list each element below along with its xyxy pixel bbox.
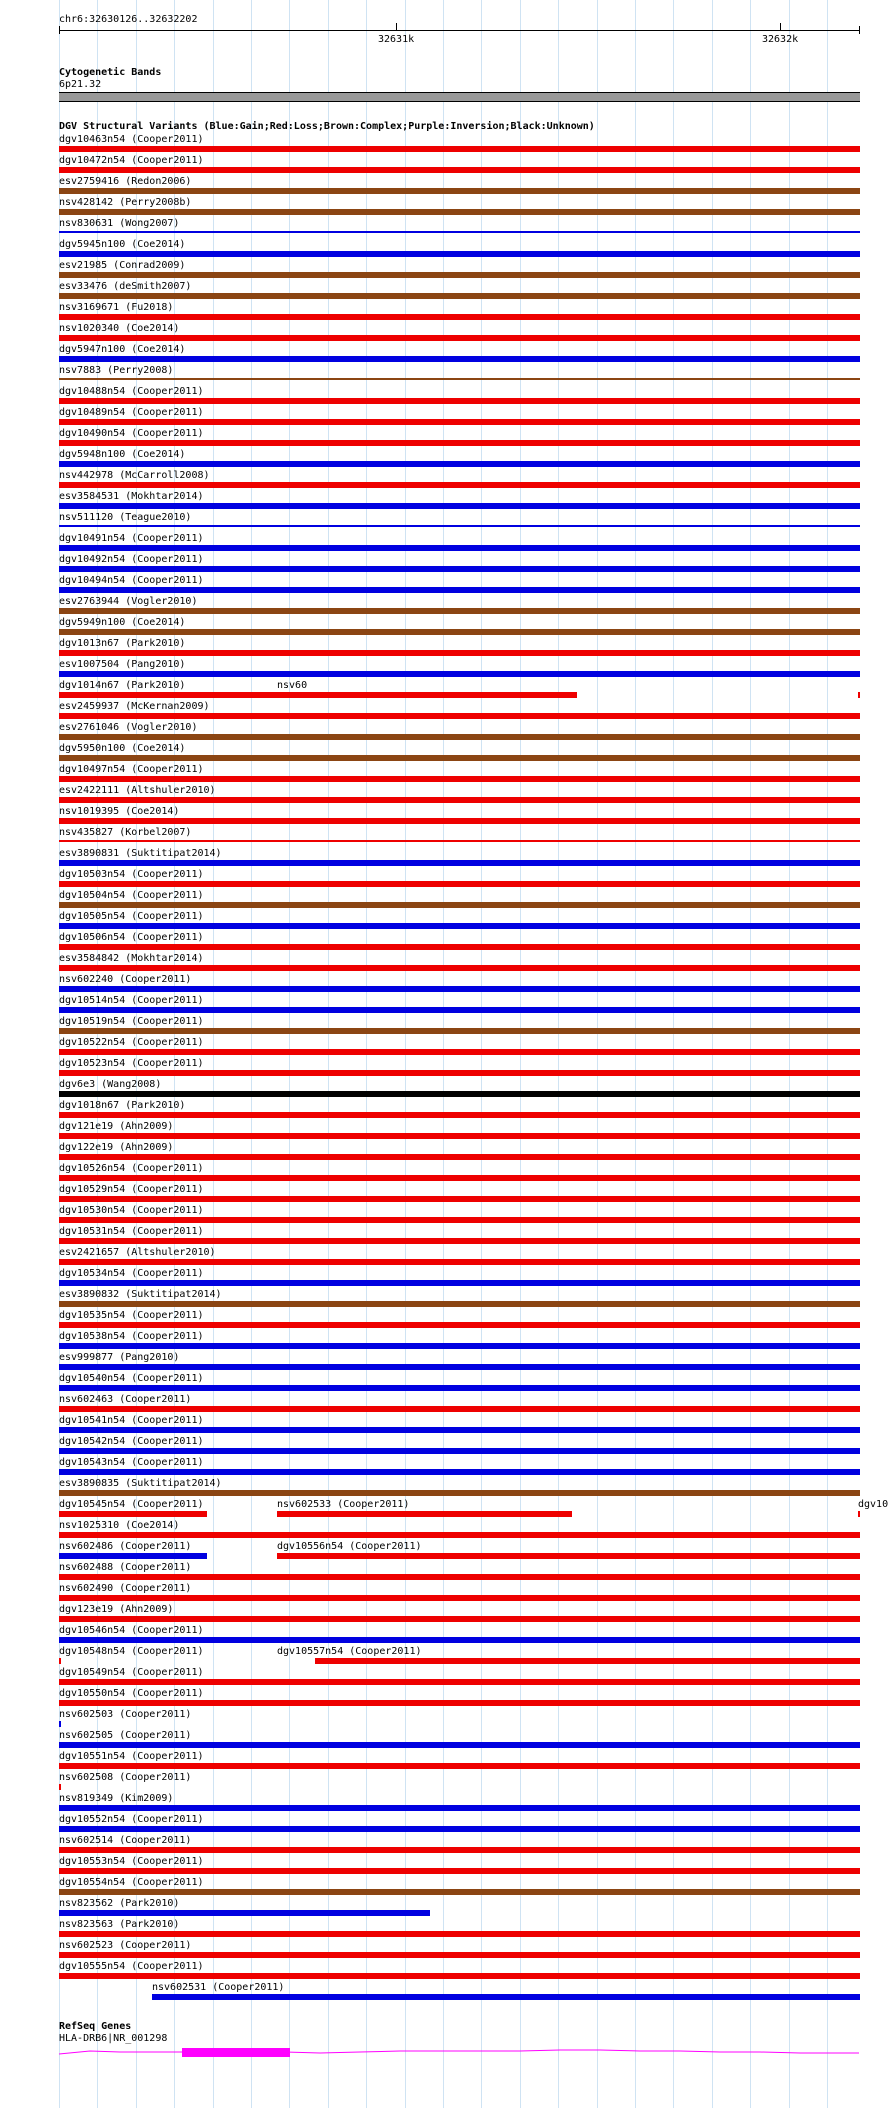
- dgv-variant-bar-loss[interactable]: [59, 965, 860, 971]
- dgv-variant-bar-gain[interactable]: [59, 525, 860, 527]
- dgv-feature-label[interactable]: dgv10488n54 (Cooper2011): [59, 386, 204, 397]
- dgv-feature-label[interactable]: dgv123e19 (Ahn2009): [59, 1604, 174, 1615]
- dgv-variant-bar-loss[interactable]: [59, 146, 860, 152]
- dgv-feature-label[interactable]: dgv10538n54 (Cooper2011): [59, 1331, 204, 1342]
- dgv-feature-label[interactable]: esv999877 (Pang2010): [59, 1352, 180, 1363]
- dgv-variant-bar-loss[interactable]: [59, 1133, 860, 1139]
- dgv-feature-label[interactable]: dgv10534n54 (Cooper2011): [59, 1268, 204, 1279]
- dgv-feature-label[interactable]: nsv3169671 (Fu2018): [59, 302, 174, 313]
- dgv-track-title: DGV Structural Variants (Blue:Gain;Red:Loss;Brown:Complex;Purple:Inversion;Black:Unknown): [59, 121, 595, 132]
- dgv-variant-bar-loss[interactable]: [59, 1952, 860, 1958]
- dgv-feature-label[interactable]: dgv10554n54 (Cooper2011): [59, 1877, 204, 1888]
- dgv-variant-bar-gain[interactable]: [59, 566, 860, 572]
- dgv-feature-label[interactable]: nsv602240 (Cooper2011): [59, 974, 192, 985]
- dgv-feature-label[interactable]: nsv511120 (Teague2010): [59, 512, 192, 523]
- dgv-feature-label[interactable]: nsv830631 (Wong2007): [59, 218, 180, 229]
- dgv-variant-bar-loss[interactable]: [59, 1847, 860, 1853]
- tick-label-32632k: 32632k: [762, 34, 799, 45]
- dgv-variant-bar-loss[interactable]: [59, 1217, 860, 1223]
- dgv-variant-bar-complex[interactable]: [59, 188, 860, 194]
- dgv-feature-label[interactable]: nsv602490 (Cooper2011): [59, 1583, 192, 1594]
- dgv-feature-label[interactable]: dgv10530n54 (Cooper2011): [59, 1205, 204, 1216]
- dgv-feature-label[interactable]: esv33476 (deSmith2007): [59, 281, 192, 292]
- dgv-feature-label[interactable]: nsv7883 (Perry2008): [59, 365, 174, 376]
- dgv-feature-label[interactable]: dgv1013n67 (Park2010): [59, 638, 186, 649]
- dgv-variant-bar-gain[interactable]: [152, 1994, 860, 2000]
- dgv-variant-bar-loss[interactable]: [59, 1259, 860, 1265]
- dgv-feature-label[interactable]: dgv10503n54 (Cooper2011): [59, 869, 204, 880]
- dgv-variant-bar-loss[interactable]: [59, 713, 860, 719]
- ruler-right-tick: [859, 26, 860, 34]
- dgv-feature-label[interactable]: esv2459937 (McKernan2009): [59, 701, 210, 712]
- dgv-feature-label[interactable]: dgv10557n54 (Cooper2011): [277, 1646, 422, 1657]
- dgv-variant-bar-loss[interactable]: [59, 881, 860, 887]
- dgv-feature-label[interactable]: dgv5950n100 (Coe2014): [59, 743, 186, 754]
- dgv-variant-bar-loss[interactable]: [59, 1784, 61, 1790]
- dgv-variant-bar-gain[interactable]: [59, 1385, 860, 1391]
- cytoband-label: 6p21.32: [59, 79, 102, 90]
- dgv-feature-label[interactable]: esv21985 (Conrad2009): [59, 260, 186, 271]
- dgv-variant-bar-loss[interactable]: [59, 335, 860, 341]
- dgv-feature-label[interactable]: dgv122e19 (Ahn2009): [59, 1142, 174, 1153]
- dgv-feature-label[interactable]: esv3890832 (Suktitipat2014): [59, 1289, 222, 1300]
- dgv-variant-bar-gain[interactable]: [59, 1469, 860, 1475]
- dgv-variant-bar-gain[interactable]: [59, 545, 860, 551]
- dgv-feature-label[interactable]: nsv602523 (Cooper2011): [59, 1940, 192, 1951]
- dgv-feature-label[interactable]: dgv10535n54 (Cooper2011): [59, 1310, 204, 1321]
- dgv-feature-label[interactable]: nsv602531 (Cooper2011): [152, 1982, 285, 1993]
- dgv-feature-label[interactable]: esv2421657 (Altshuler2010): [59, 1247, 216, 1258]
- dgv-feature-label[interactable]: nsv819349 (Kim2009): [59, 1793, 174, 1804]
- dgv-feature-label[interactable]: dgv6e3 (Wang2008): [59, 1079, 162, 1090]
- dgv-variant-bar-loss[interactable]: [59, 1931, 860, 1937]
- dgv-variant-bar-loss[interactable]: [59, 314, 860, 320]
- dgv-feature-label[interactable]: dgv10529n54 (Cooper2011): [59, 1184, 204, 1195]
- dgv-feature-label[interactable]: esv2422111 (Altshuler2010): [59, 785, 216, 796]
- dgv-variant-bar-loss[interactable]: [59, 1595, 860, 1601]
- gene-intron-line: [59, 2050, 859, 2054]
- dgv-variant-bar-loss[interactable]: [858, 692, 860, 698]
- dgv-variant-bar-loss[interactable]: [858, 1511, 860, 1517]
- dgv-variant-bar-gain[interactable]: [59, 1826, 860, 1832]
- dgv-feature-label[interactable]: nsv442978 (McCarroll2008): [59, 470, 210, 481]
- dgv-variant-bar-complex[interactable]: [59, 1028, 860, 1034]
- dgv-feature-label[interactable]: esv3890835 (Suktitipat2014): [59, 1478, 222, 1489]
- dgv-variant-bar-gain[interactable]: [59, 1553, 207, 1559]
- dgv-variant-bar-loss[interactable]: [59, 650, 860, 656]
- dgv-variant-bar-loss[interactable]: [59, 419, 860, 425]
- dgv-feature-label[interactable]: dgv10543n54 (Cooper2011): [59, 1457, 204, 1468]
- dgv-variant-bar-loss[interactable]: [59, 1679, 860, 1685]
- dgv-variant-bar-loss[interactable]: [59, 1322, 860, 1328]
- dgv-feature-label[interactable]: nsv1019395 (Coe2014): [59, 806, 180, 817]
- dgv-variant-bar-gain[interactable]: [59, 1280, 860, 1286]
- ruler-axis: [59, 30, 860, 31]
- ruler-major-tick: [396, 23, 397, 31]
- dgv-variant-bar-gain[interactable]: [59, 1637, 860, 1643]
- dgv-variant-bar-loss[interactable]: [277, 1553, 860, 1559]
- dgv-feature-label[interactable]: dgv10545n54 (Cooper2011): [59, 1499, 204, 1510]
- dgv-feature-label[interactable]: dgv5947n100 (Coe2014): [59, 344, 186, 355]
- dgv-feature-label[interactable]: dgv10523n54 (Cooper2011): [59, 1058, 204, 1069]
- dgv-feature-label[interactable]: dgv10505n54 (Cooper2011): [59, 911, 204, 922]
- dgv-feature-label[interactable]: dgv10519n54 (Cooper2011): [59, 1016, 204, 1027]
- dgv-variant-bar-loss[interactable]: [59, 1238, 860, 1244]
- dgv-variant-bar-gain[interactable]: [59, 461, 860, 467]
- dgv-feature-label[interactable]: dgv1014n67 (Park2010): [59, 680, 186, 691]
- dgv-feature-label[interactable]: dgv10: [858, 1499, 889, 1510]
- gene-exon: [182, 2048, 290, 2057]
- dgv-variant-bar-loss[interactable]: [59, 482, 860, 488]
- cytoband-bar[interactable]: [59, 92, 860, 102]
- refseq-gene-label[interactable]: HLA-DRB6|NR_001298: [59, 2033, 168, 2044]
- dgv-variant-bar-loss[interactable]: [59, 692, 577, 698]
- dgv-variant-bar-loss[interactable]: [59, 776, 860, 782]
- dgv-feature-label[interactable]: dgv10555n54 (Cooper2011): [59, 1961, 204, 1972]
- dgv-variant-bar-gain[interactable]: [59, 231, 860, 233]
- dgv-variant-bar-loss[interactable]: [59, 1196, 860, 1202]
- dgv-feature-label[interactable]: dgv10553n54 (Cooper2011): [59, 1856, 204, 1867]
- dgv-variant-bar-gain[interactable]: [59, 1721, 61, 1727]
- dgv-feature-label[interactable]: esv1007504 (Pang2010): [59, 659, 186, 670]
- dgv-feature-label[interactable]: nsv602463 (Cooper2011): [59, 1394, 192, 1405]
- dgv-feature-label[interactable]: nsv602508 (Cooper2011): [59, 1772, 192, 1783]
- dgv-feature-label[interactable]: dgv10552n54 (Cooper2011): [59, 1814, 204, 1825]
- dgv-feature-label[interactable]: dgv10514n54 (Cooper2011): [59, 995, 204, 1006]
- dgv-variant-bar-loss[interactable]: [59, 440, 860, 446]
- dgv-variant-bar-gain[interactable]: [59, 1805, 860, 1811]
- dgv-feature-label[interactable]: dgv10492n54 (Cooper2011): [59, 554, 204, 565]
- dgv-variant-bar-complex[interactable]: [59, 378, 860, 380]
- dgv-variant-bar-complex[interactable]: [59, 608, 860, 614]
- dgv-variant-bar-complex[interactable]: [59, 209, 860, 215]
- dgv-variant-bar-loss[interactable]: [59, 1406, 860, 1412]
- dgv-feature-label[interactable]: dgv10489n54 (Cooper2011): [59, 407, 204, 418]
- dgv-variant-bar-loss[interactable]: [59, 1763, 860, 1769]
- dgv-variant-bar-loss[interactable]: [59, 1175, 860, 1181]
- dgv-feature-label[interactable]: esv3890831 (Suktitipat2014): [59, 848, 222, 859]
- ruler-major-tick: [780, 23, 781, 31]
- dgv-feature-label[interactable]: nsv823563 (Park2010): [59, 1919, 180, 1930]
- dgv-variant-bar-complex[interactable]: [59, 902, 860, 908]
- dgv-variant-bar-loss[interactable]: [59, 1700, 860, 1706]
- dgv-feature-label[interactable]: nsv602514 (Cooper2011): [59, 1835, 192, 1846]
- dgv-variant-bar-complex[interactable]: [59, 293, 860, 299]
- dgv-feature-label[interactable]: nsv1025310 (Coe2014): [59, 1520, 180, 1531]
- dgv-variant-bar-loss[interactable]: [59, 398, 860, 404]
- dgv-feature-label[interactable]: dgv10550n54 (Cooper2011): [59, 1688, 204, 1699]
- dgv-feature-label[interactable]: dgv10497n54 (Cooper2011): [59, 764, 204, 775]
- dgv-variant-bar-gain[interactable]: [59, 1427, 860, 1433]
- dgv-feature-label[interactable]: dgv10548n54 (Cooper2011): [59, 1646, 204, 1657]
- dgv-variant-bar-loss[interactable]: [59, 1658, 61, 1664]
- dgv-variant-bar-complex[interactable]: [59, 1301, 860, 1307]
- dgv-variant-bar-gain[interactable]: [59, 671, 860, 677]
- dgv-variant-bar-gain[interactable]: [59, 1007, 860, 1013]
- dgv-variant-bar-loss[interactable]: [59, 1049, 860, 1055]
- dgv-feature-label[interactable]: nsv60: [277, 680, 308, 691]
- refseq-gene-model[interactable]: [0, 2040, 890, 2070]
- dgv-variant-bar-gain[interactable]: [59, 1742, 860, 1748]
- dgv-variant-bar-complex[interactable]: [59, 734, 860, 740]
- dgv-feature-label[interactable]: dgv10491n54 (Cooper2011): [59, 533, 204, 544]
- dgv-feature-label[interactable]: nsv602533 (Cooper2011): [277, 1499, 410, 1510]
- dgv-feature-label[interactable]: dgv5945n100 (Coe2014): [59, 239, 186, 250]
- dgv-feature-label[interactable]: dgv10472n54 (Cooper2011): [59, 155, 204, 166]
- dgv-feature-label[interactable]: dgv5948n100 (Coe2014): [59, 449, 186, 460]
- dgv-variant-bar-gain[interactable]: [59, 1343, 860, 1349]
- dgv-variant-bar-loss[interactable]: [59, 944, 860, 950]
- dgv-variant-bar-loss[interactable]: [59, 818, 860, 824]
- dgv-variant-bar-loss[interactable]: [315, 1658, 860, 1664]
- dgv-feature-label[interactable]: dgv5949n100 (Coe2014): [59, 617, 186, 628]
- dgv-variant-bar-gain[interactable]: [59, 1910, 430, 1916]
- dgv-feature-label[interactable]: dgv10556n54 (Cooper2011): [277, 1541, 422, 1552]
- dgv-variant-bar-gain[interactable]: [59, 860, 860, 866]
- refseq-track-title: RefSeq Genes: [59, 2021, 132, 2032]
- dgv-feature-label[interactable]: dgv10526n54 (Cooper2011): [59, 1163, 204, 1174]
- dgv-feature-label[interactable]: esv2759416 (Redon2006): [59, 176, 192, 187]
- dgv-feature-label[interactable]: dgv121e19 (Ahn2009): [59, 1121, 174, 1132]
- dgv-variant-bar-loss[interactable]: [59, 1154, 860, 1160]
- dgv-variant-bar-loss[interactable]: [59, 1868, 860, 1874]
- dgv-feature-label[interactable]: esv3584531 (Mokhtar2014): [59, 491, 204, 502]
- dgv-feature-label[interactable]: nsv602486 (Cooper2011): [59, 1541, 192, 1552]
- dgv-feature-label[interactable]: dgv10522n54 (Cooper2011): [59, 1037, 204, 1048]
- cytoband-track-title: Cytogenetic Bands: [59, 67, 162, 78]
- dgv-variant-bar-gain[interactable]: [59, 986, 860, 992]
- dgv-feature-label[interactable]: nsv1020340 (Coe2014): [59, 323, 180, 334]
- dgv-variant-bar-complex[interactable]: [59, 1490, 860, 1496]
- dgv-feature-label[interactable]: nsv435827 (Korbel2007): [59, 827, 192, 838]
- dgv-feature-label[interactable]: nsv602488 (Cooper2011): [59, 1562, 192, 1573]
- dgv-variant-bar-loss[interactable]: [277, 1511, 572, 1517]
- dgv-feature-label[interactable]: dgv10542n54 (Cooper2011): [59, 1436, 204, 1447]
- dgv-feature-label[interactable]: dgv10546n54 (Cooper2011): [59, 1625, 204, 1636]
- dgv-feature-label[interactable]: dgv10504n54 (Cooper2011): [59, 890, 204, 901]
- dgv-feature-label[interactable]: dgv10494n54 (Cooper2011): [59, 575, 204, 586]
- dgv-variant-bar-gain[interactable]: [59, 1448, 860, 1454]
- dgv-variant-bar-loss[interactable]: [59, 1070, 860, 1076]
- dgv-variant-bar-gain[interactable]: [59, 251, 860, 257]
- dgv-feature-label[interactable]: dgv1018n67 (Park2010): [59, 1100, 186, 1111]
- dgv-variant-bar-loss[interactable]: [59, 840, 860, 842]
- dgv-variant-bar-loss[interactable]: [59, 1616, 860, 1622]
- dgv-feature-label[interactable]: dgv10506n54 (Cooper2011): [59, 932, 204, 943]
- ruler-left-tick: [59, 26, 60, 34]
- dgv-feature-label[interactable]: esv2761046 (Vogler2010): [59, 722, 198, 733]
- dgv-feature-label[interactable]: nsv602505 (Cooper2011): [59, 1730, 192, 1741]
- dgv-variant-bar-gain[interactable]: [59, 923, 860, 929]
- dgv-feature-label[interactable]: dgv10540n54 (Cooper2011): [59, 1373, 204, 1384]
- dgv-variant-bar-gain[interactable]: [59, 587, 860, 593]
- dgv-variant-bar-complex[interactable]: [59, 755, 860, 761]
- dgv-feature-label[interactable]: nsv823562 (Park2010): [59, 1898, 180, 1909]
- dgv-variant-bar-gain[interactable]: [59, 356, 860, 362]
- dgv-variant-bar-loss[interactable]: [59, 1112, 860, 1118]
- dgv-feature-label[interactable]: dgv10463n54 (Cooper2011): [59, 134, 204, 145]
- dgv-feature-label[interactable]: dgv10531n54 (Cooper2011): [59, 1226, 204, 1237]
- dgv-variant-bar-loss[interactable]: [59, 1511, 207, 1517]
- dgv-feature-label[interactable]: nsv428142 (Perry2008b): [59, 197, 192, 208]
- dgv-variant-bar-complex[interactable]: [59, 1889, 860, 1895]
- dgv-variant-bar-complex[interactable]: [59, 272, 860, 278]
- dgv-feature-label[interactable]: esv3584842 (Mokhtar2014): [59, 953, 204, 964]
- dgv-variant-bar-loss[interactable]: [59, 797, 860, 803]
- tick-label-32631k: 32631k: [378, 34, 415, 45]
- dgv-feature-label[interactable]: nsv602503 (Cooper2011): [59, 1709, 192, 1720]
- dgv-variant-bar-loss[interactable]: [59, 1532, 860, 1538]
- dgv-variant-bar-complex[interactable]: [59, 629, 860, 635]
- dgv-feature-label[interactable]: dgv10490n54 (Cooper2011): [59, 428, 204, 439]
- dgv-variant-bar-gain[interactable]: [59, 1364, 860, 1370]
- dgv-feature-label[interactable]: dgv10549n54 (Cooper2011): [59, 1667, 204, 1678]
- position-label: chr6:32630126..32632202: [59, 14, 198, 25]
- dgv-feature-label[interactable]: esv2763944 (Vogler2010): [59, 596, 198, 607]
- dgv-feature-label[interactable]: dgv10541n54 (Cooper2011): [59, 1415, 204, 1426]
- dgv-feature-label[interactable]: dgv10551n54 (Cooper2011): [59, 1751, 204, 1762]
- dgv-variant-bar-gain[interactable]: [59, 503, 860, 509]
- dgv-variant-bar-loss[interactable]: [59, 1574, 860, 1580]
- dgv-variant-bar-loss[interactable]: [59, 1973, 860, 1979]
- dgv-variant-bar-unknown[interactable]: [59, 1091, 860, 1097]
- dgv-variant-bar-loss[interactable]: [59, 167, 860, 173]
